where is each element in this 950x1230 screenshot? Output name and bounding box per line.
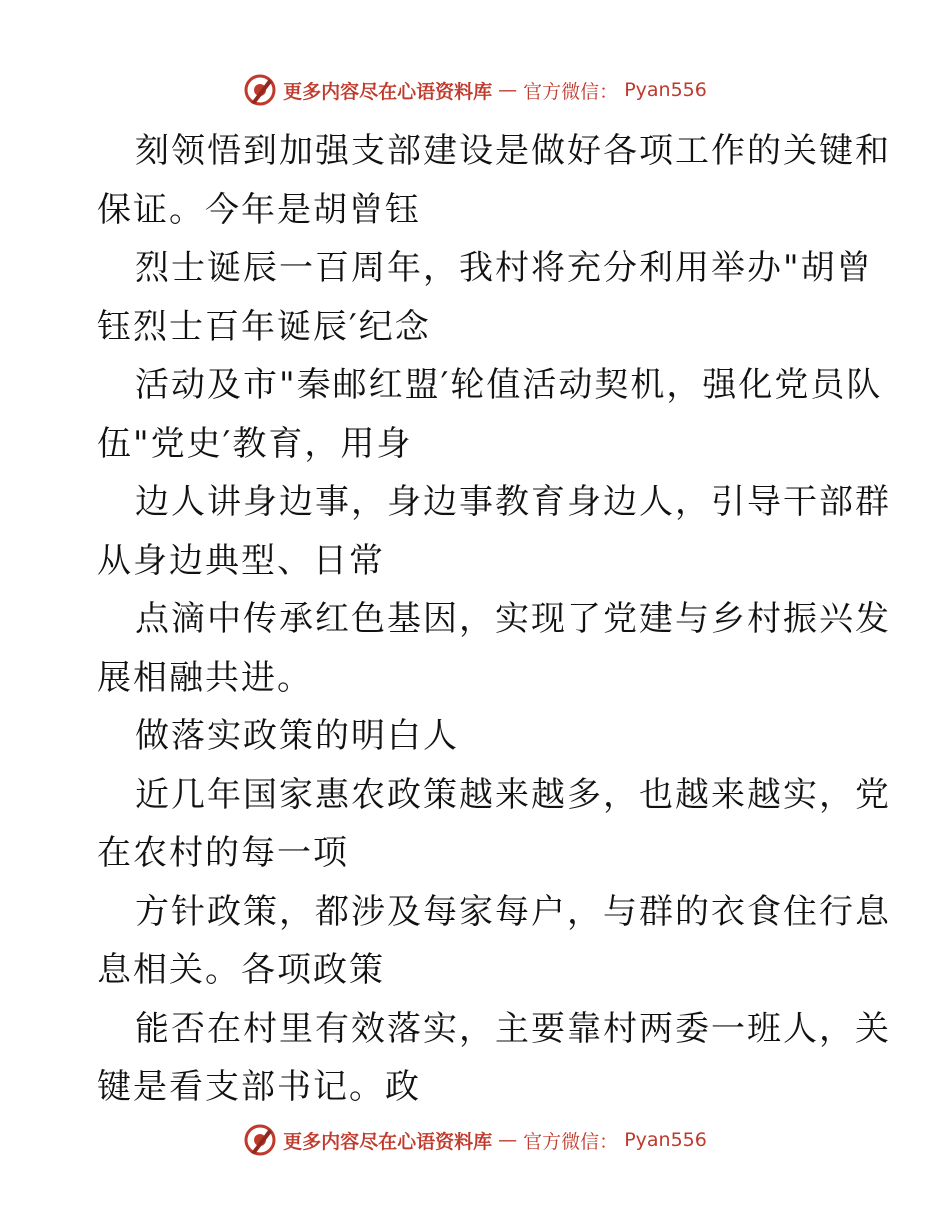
banner-wechat-label: 官方微信： [523, 1130, 619, 1153]
quill-logo-icon [243, 1123, 277, 1157]
section-heading [97, 707, 857, 766]
text-line: 刻领悟到加强支部建设是做好各项工作的关键和 [135, 131, 891, 171]
banner-dash: — [498, 1129, 518, 1151]
text-line: 做落实政策的明白人 [135, 716, 459, 756]
text-line: 点滴中传承红色基因，实现了党建与乡村振兴发 [135, 599, 891, 639]
banner-inner [243, 73, 707, 107]
paragraph [97, 122, 891, 239]
banner-inner [243, 1123, 707, 1157]
paragraph [97, 590, 891, 707]
banner-dash: — [498, 79, 518, 101]
text-line: 钰烈士百年诞辰′纪念 [97, 306, 431, 347]
footer-banner [0, 1120, 950, 1160]
text-line: 在农村的每一项 [97, 833, 349, 873]
text-line: 息相关。各项政策 [97, 950, 385, 990]
banner-site-text: 更多内容尽在心语资料库 [283, 80, 493, 103]
text-line: 烈士诞辰一百周年，我村将充分利用举办"胡曾 [135, 248, 873, 288]
quill-logo-icon [243, 73, 277, 107]
text-line: 近几年国家惠农政策越来越多，也越来越实，党 [135, 774, 891, 815]
text-line: 能否在村里有效落实，主要靠村两委一班人，关 [135, 1008, 891, 1049]
text-line: 伍"党史′教育，用身 [97, 423, 413, 464]
paragraph [97, 239, 873, 356]
banner-wechat-id: Pyan556 [624, 1129, 707, 1151]
paragraph [97, 473, 891, 590]
paragraph [97, 883, 891, 1000]
banner-site-text: 更多内容尽在心语资料库 [283, 1130, 493, 1153]
text-line: 保证。今年是胡曾钰 [97, 189, 421, 230]
paragraph [97, 356, 883, 473]
paragraph [97, 766, 891, 883]
text-line: 方针政策，都涉及每家每户，与群的衣食住行息 [135, 891, 891, 932]
paragraph [97, 1000, 891, 1117]
text-line: 活动及市"秦邮红盟′轮值活动契机，强化党员队 [135, 365, 883, 405]
text-line: 从身边典型、日常 [97, 540, 385, 581]
text-line: 键是看支部书记。政 [97, 1067, 421, 1107]
text-line: 展相融共进。 [97, 657, 313, 698]
header-banner [0, 70, 950, 110]
document-body [97, 122, 891, 1117]
banner-wechat-label: 官方微信： [523, 80, 619, 103]
banner-wechat-id: Pyan556 [624, 79, 707, 101]
text-line: 边人讲身边事，身边事教育身边人，引导干部群 [135, 482, 891, 522]
